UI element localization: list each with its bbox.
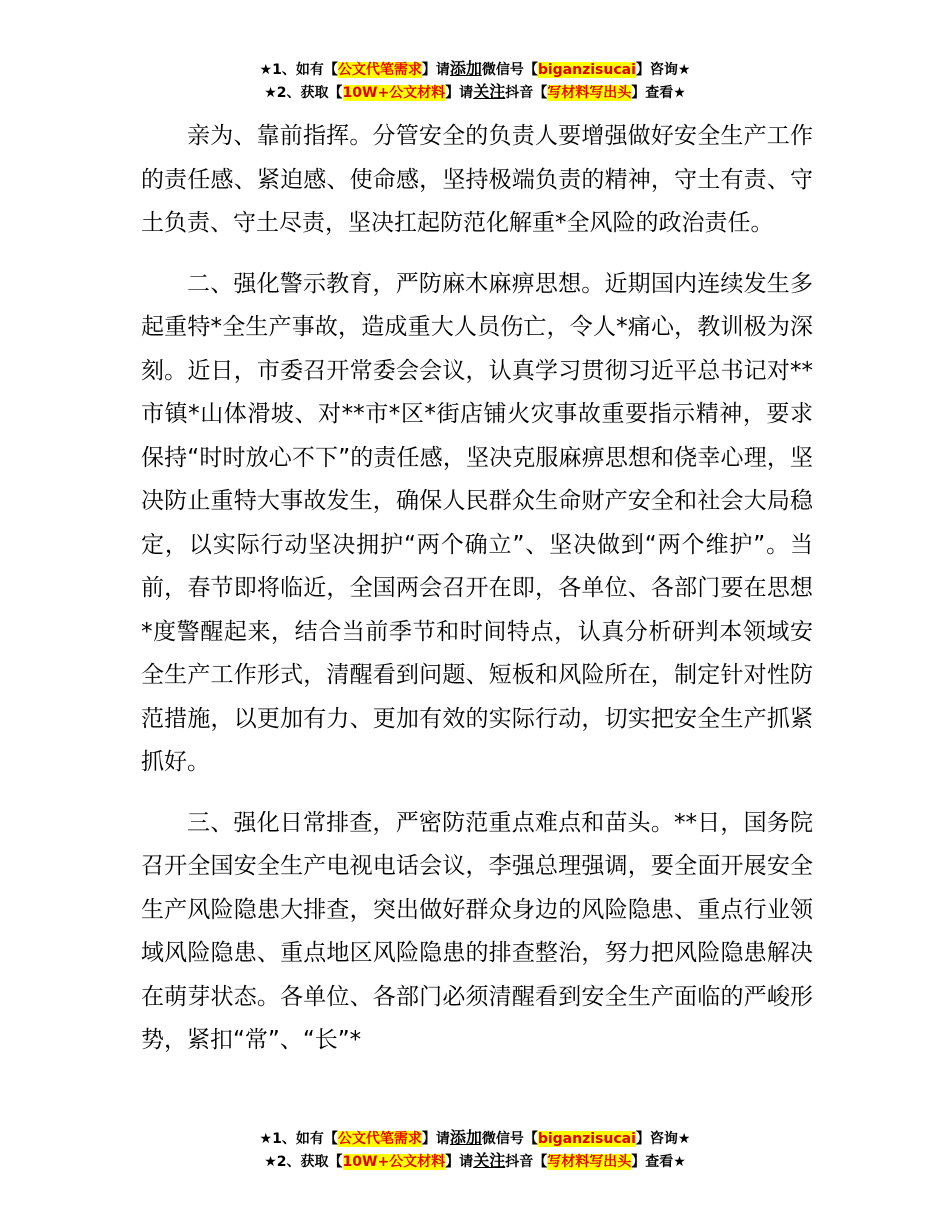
highlight-douyin: 写材料写出头 [547, 1154, 632, 1170]
highlight-service: 公文代笔需求 [337, 1131, 422, 1147]
underlined-add: 添加 [449, 59, 482, 78]
highlight-materials: 10W+公文材料 [342, 85, 446, 101]
highlight-douyin: 写材料写出头 [547, 85, 632, 101]
banner-line-1: ★1、如有【公文代笔需求】请添加微信号【biganzisucai】咨询★ [259, 59, 691, 78]
highlight-wechat-id: biganzisucai [537, 62, 636, 78]
paragraph-warning-education: 二、强化警示教育，严防麻木麻痹思想。近期国内连续发生多起重特*全生产事故，造成重大人员伤亡，令人*痛心，教训极为深刻。近日，市委召开常委会会议，认真学习贯彻习近平总书记对**市镇*山体滑坡、对**市*区*街店铺火灾事故重要指示精神，要求保持“时时放心不下”的责任感，坚决克服麻痹思想和侥幸心理，坚决防止重特大事故发生，确保人民群众生命财产安全和社会大局稳定，以实际行动坚决拥护“两个确立”、坚决做到“两个维护”。当前，春节即将临近，全国两会召开在即，各单位、各部门要在思想*度警醒起来，结合当前季节和时间特点，认真分析研判本领域安全生产工作形式，清醒看到问题、短板和风险所在，制定针对性防范措施，以更加有力、更加有效的实际行动，切实把安全生产抓紧抓好。 [141, 270, 813, 775]
underlined-add: 添加 [449, 1128, 482, 1147]
document-body [141, 115, 813, 1080]
header-banner [0, 58, 950, 104]
banner-line-1: ★1、如有【公文代笔需求】请添加微信号【biganzisucai】咨询★ [259, 1128, 691, 1147]
footer-banner [0, 1127, 950, 1173]
paragraph-daily-inspection: 三、强化日常排查，严密防范重点难点和苗头。**日，国务院召开全国安全生产电视电话会议，李强总理强调，要全面开展安全生产风险隐患大排查，突出做好群众身边的风险隐患、重点行业领域风险隐患、重点地区风险隐患的排查整治，努力把风险隐患解决在萌芽状态。各单位、各部门必须清醒看到安全生产面临的严峻形势，紧扣“常”、“长”* [141, 809, 813, 1053]
underlined-follow: 关注 [473, 82, 506, 101]
banner-line-2: ★2、获取【10W+公文材料】请关注抖音【写材料写出头】查看★ [264, 82, 686, 101]
highlight-wechat-id: biganzisucai [537, 1131, 636, 1147]
underlined-follow: 关注 [473, 1151, 506, 1170]
highlight-materials: 10W+公文材料 [342, 1154, 446, 1170]
banner-line-2: ★2、获取【10W+公文材料】请关注抖音【写材料写出头】查看★ [264, 1151, 686, 1170]
paragraph-continuation: 亲为、靠前指挥。分管安全的负责人要增强做好安全生产工作的责任感、紧迫感、使命感，坚持极端负责的精神，守土有责、守土负责、守土尽责，坚决扛起防范化解重*全风险的政治责任。 [141, 123, 813, 236]
highlight-service: 公文代笔需求 [337, 62, 422, 78]
